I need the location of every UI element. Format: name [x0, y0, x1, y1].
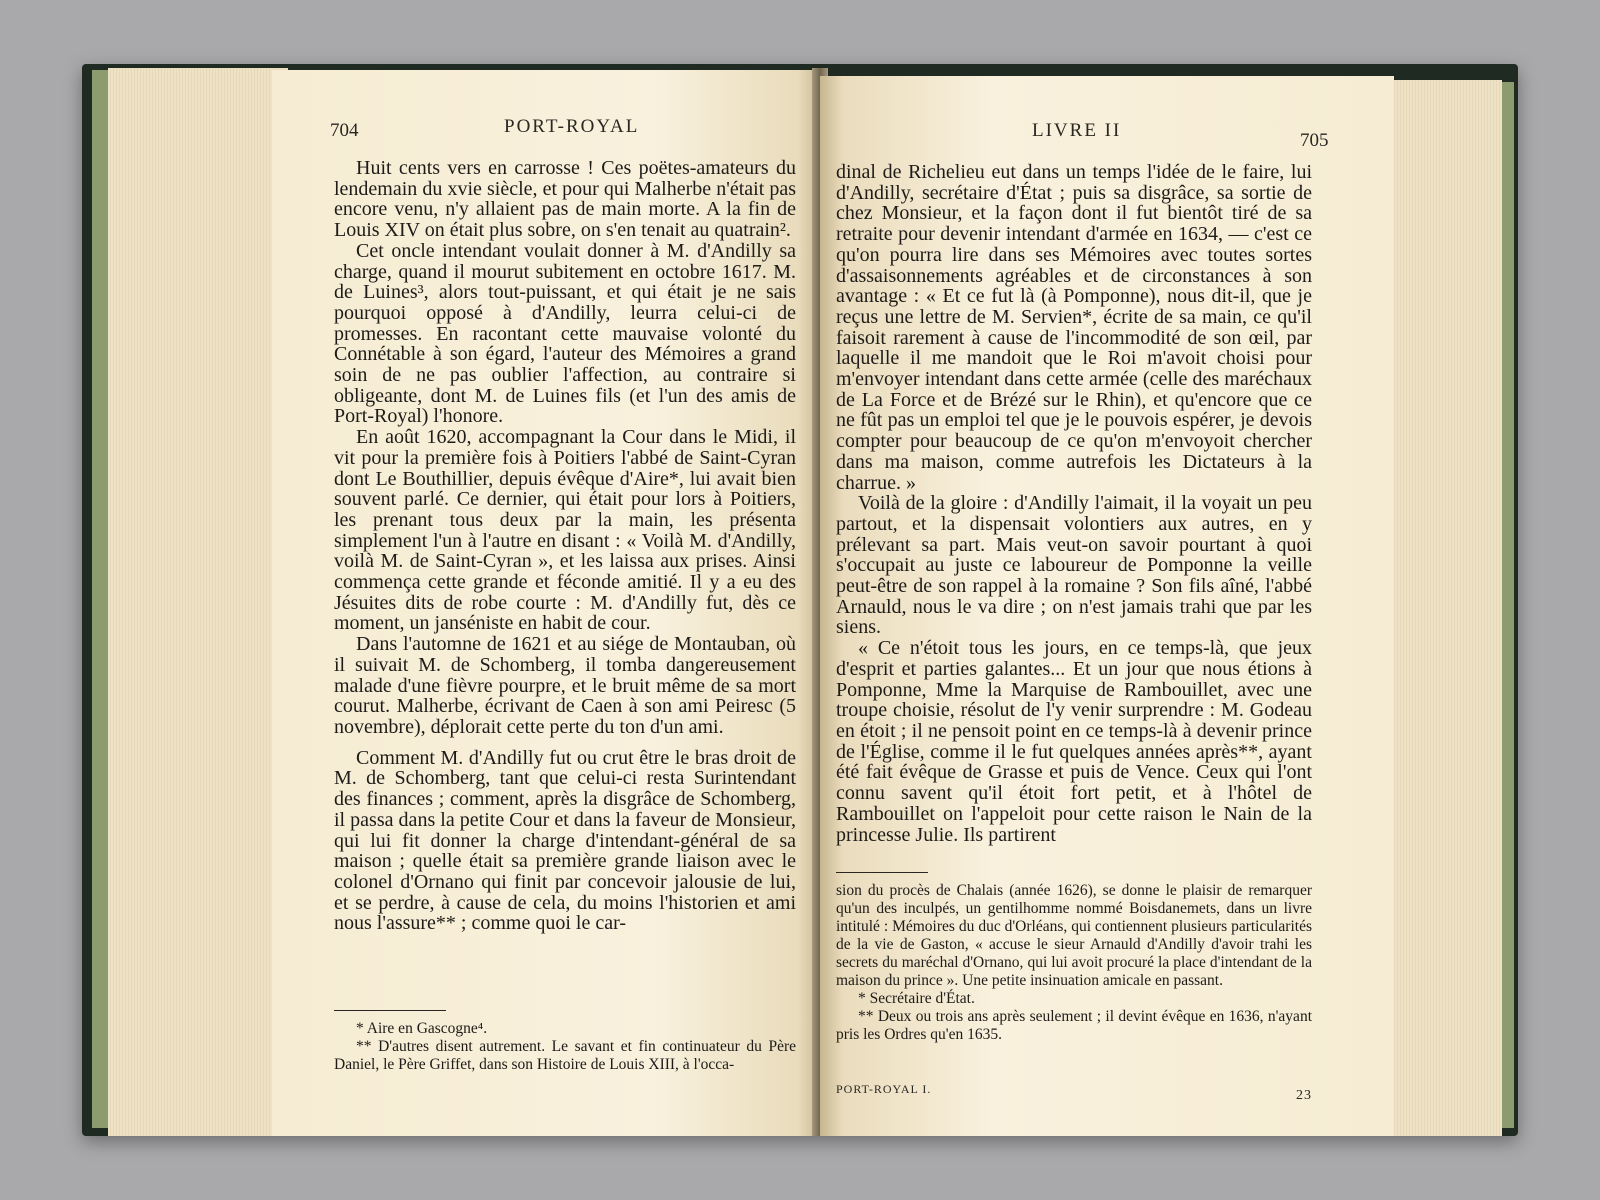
left-footnotes	[334, 1020, 796, 1074]
page-edges-right	[1386, 80, 1502, 1136]
page-edges-left	[108, 68, 288, 1136]
footnote: * Aire en Gascogne⁴.	[356, 1020, 488, 1037]
right-body-text	[836, 162, 1312, 845]
signature-number: 23	[1296, 1088, 1312, 1103]
paragraph: Voilà de la gloire : d'Andilly l'aimait, il la voyait un peu partout, et la dispensait volontiers aux autres, en y prélevant sa part. Mais veut-on savoir pourtant à quoi s'occupait au juste ce laboureur de Pomponne la veille peut-être de son rappel à la romaine ? Son fils aîné, l'abbé Arnauld, nous le va dire ; on n'est jamais trahi que par les siens.	[836, 492, 1312, 639]
left-page	[272, 70, 820, 1136]
footnote-rule	[334, 1010, 446, 1011]
footnote: * Secrétaire d'État.	[858, 990, 975, 1007]
left-running-head: PORT-ROYAL	[504, 116, 640, 137]
footnote: ** Deux ou trois ans après seulement ; il devint évêque en 1636, n'ayant pris les Ordres qu'en 1635.	[836, 1008, 1312, 1043]
paragraph: Huit cents vers en carrosse ! Ces poëtes-amateurs du lendemain du xvie siècle, et pour qui Malherbe n'était pas encore venu, n'y allaient pas de main morte. A la fin de Louis XIV on était plus sobre, on s'en tenait au quatrain².	[334, 157, 796, 242]
footnote-rule	[836, 872, 928, 873]
footnote: ** D'autres disent autrement. Le savant et fin continuateur du Père Daniel, le Père Griffet, dans son Histoire de Louis XIII, à l'occa-	[334, 1038, 796, 1073]
footnote: sion du procès de Chalais (année 1626), se donne le plaisir de remarquer qu'un des inculpés, un gentilhomme nommé Boisdanemets, dans un livre intitulé : Mémoires du duc d'Orléans, qui contiennent plusieurs particularités de la vie de Gaston, « accuse le sieur Arnauld d'Andilly d'avoir trahi les secrets du maréchal d'Ornano, qui lui avoit procuré la place d'intendant de la maison du prince ». Une petite insinuation amicale en passant.	[836, 882, 1312, 989]
paragraph: dinal de Richelieu eut dans un temps l'idée de le faire, lui d'Andilly, secrétaire d'État ; puis sa disgrâce, sa sortie de chez Monsieur, et la façon dont il fut bientôt tiré de sa retraite pour devenir intendant d'armée en 1634, — c'est ce qu'on pourra lire dans ses Mémoires avec toutes sortes d'assaisonnements agréables et de circonstances à son avantage : « Et ce fut là (à Pomponne), nous dit-il, que je reçus une lettre de M. Servien*, écrite de sa main, ce qu'il faisoit rarement à cause de l'incommodité de son œil, par laquelle il me mandoit que le Roi m'avoit choisi pour m'envoyer intendant dans cette armée (celle des maréchaux de La Force et de Brézé sur le Rhin), et qu'encore que ce ne fût pas un emploi tel que je le pouvois espérer, je devois compter pour beaucoup de ce qu'on m'envoyoit chercher dans ma maison, comme autrefois les Dictateurs à la charrue. »	[836, 161, 1312, 494]
left-page-number: 704	[330, 120, 359, 141]
right-page	[820, 76, 1394, 1136]
signature-mark: PORT-ROYAL I.	[836, 1082, 932, 1096]
paragraph: Dans l'automne de 1621 et au siége de Montauban, où il suivait M. de Schomberg, il tomba dangereusement malade d'une fièvre pourpre, et le bruit même de sa mort courut. Malherbe, écrivant de Caen à son ami Peiresc (5 novembre), déplorait cette perte du ton d'un ami.	[334, 633, 796, 738]
paragraph: Comment M. d'Andilly fut ou crut être le bras droit de M. de Schomberg, tant que celui-ci resta Surintendant des finances ; comment, après la disgrâce de Schomberg, il passa dans la petite Cour et dans la faveur de Monsieur, qui lui fit donner la charge d'intendant-général de sa maison ; quelle était sa première grande liaison avec le colonel d'Ornano qui finit par concevoir jalousie de lui, et se perdre, à cause de cela, du moins l'historien et ami nous l'assure** ; comme quoi le car-	[334, 746, 796, 935]
left-body-text	[334, 158, 796, 934]
right-footnotes	[836, 882, 1312, 1044]
paragraph: En août 1620, accompagnant la Cour dans le Midi, il vit pour la première fois à Poitiers l'abbé de Saint-Cyran dont Le Bouthillier, depuis évêque d'Aire*, lui avait bien souvent parlé. Ce dernier, qui était pour lors à Poitiers, les prenant tous deux par la main, les présenta simplement l'un à l'autre en disant : « Voilà M. d'Andilly, voilà M. de Saint-Cyran », et les laissa aux prises. Ainsi commença cette grande et féconde amitié. Il y a eu des Jésuites dits de robe courte : M. d'Andilly fut, dès ce moment, un janséniste en habit de cour.	[334, 426, 796, 635]
paragraph: « Ce n'étoit tous les jours, en ce temps-là, que jeux d'esprit et parties galantes... Et un jour que nous étions à Pomponne, Mme la Marquise de Rambouillet, avec une troupe choisie, résolut de l'y venir surprendre : M. Godeau en étoit ; il ne pensoit point en ce temps-là à devenir prince de l'Église, comme il le fut quelques années après**, ayant été fait évêque de Grasse et puis de Vence. Ceux qui l'ont connu savent qu'il étoit fort petit, et à l'hôtel de Rambouillet on l'appeloit pour cette raison le Nain de la princesse Julie. Ils partirent	[836, 637, 1312, 846]
paragraph: Cet oncle intendant voulait donner à M. d'Andilly sa charge, quand il mourut subitement en octobre 1617. M. de Luines³, alors tout-puissant, et qui était je ne sais pourquoi opposé à d'Andilly, leurra celui-ci de promesses. En racontant cette mauvaise volonté du Connétable à son égard, l'auteur des Mémoires a grand soin de ne pas oublier l'affection, au contraire si obligeante, dont M. de Luines fils (et l'un des amis de Port-Royal) l'honore.	[334, 239, 796, 428]
right-page-number: 705	[1300, 130, 1329, 151]
right-running-head: LIVRE II	[1032, 120, 1122, 141]
